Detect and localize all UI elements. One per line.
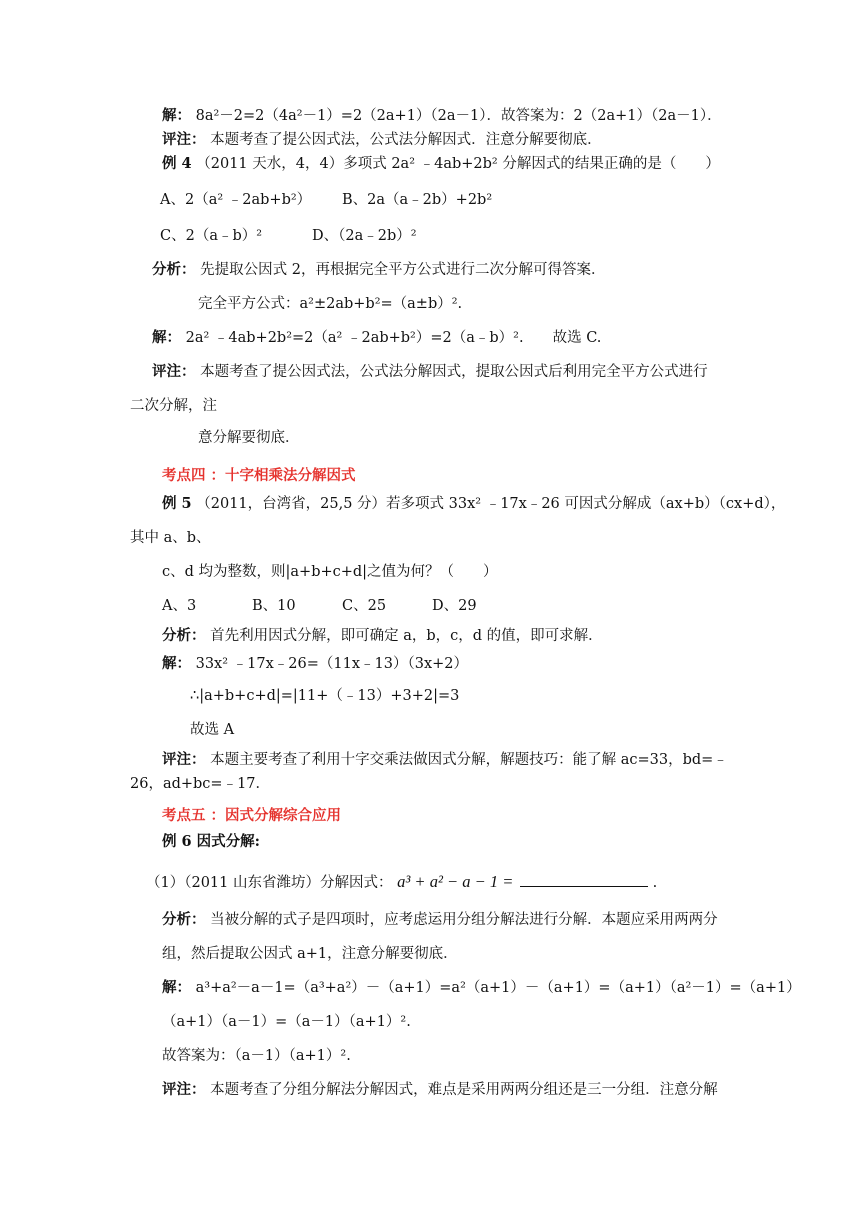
example-5-solution-line1	[162, 654, 468, 674]
text-solution: 33x² ﹣17x﹣26=（11x﹣13）（3x+2）	[195, 656, 468, 672]
example-6-question-1	[146, 872, 657, 893]
text-solution: 8a²－2=2（4a²－1）=2（2a+1）（2a－1）．故答案为：2（2a+1）（2a－1）．	[195, 108, 722, 124]
example-6-analysis-line2: 组，然后提取公因式 a+1，注意分解要彻底．	[162, 946, 458, 962]
example-5-question-line1	[162, 494, 785, 514]
example-6-title: 例 6 因式分解:	[162, 833, 261, 850]
example-6-solution-line1	[162, 978, 801, 998]
question-prefix: （1）（2011 山东省潍坊）分解因式：	[146, 875, 393, 891]
example-6-solution-line2: （a+1）（a－1）=（a－1）（a+1）².	[162, 1014, 411, 1030]
answer-blank	[520, 872, 648, 887]
text-comment: 本题考查了分组分解法分解因式，难点是采用两两分组还是三一分组．注意分解	[210, 1082, 718, 1098]
example-5-option-d: D、29	[432, 598, 477, 614]
example-4-option-b: B、2a（a﹣2b）+2b²	[342, 192, 493, 208]
question-suffix: .	[652, 875, 658, 891]
label-comment: 评注：	[162, 1081, 206, 1098]
example-5-comment-line2: 26，ad+bc=﹣17．	[130, 776, 271, 792]
label-analysis: 分析：	[162, 911, 206, 928]
text-comment: 本题主要考查了利用十字交乘法做因式分解，解题技巧：能了解 ac=33，bd=﹣	[210, 752, 728, 768]
label-comment: 评注：	[152, 363, 196, 380]
example-4-comment-line2: 二次分解，注	[130, 398, 217, 414]
example-5-question-line2: 其中 a、b、	[130, 530, 211, 546]
example-6-analysis-line1	[162, 910, 718, 930]
label-solution: 解：	[162, 979, 191, 996]
example-4-option-c: C、2（a﹣b）²	[160, 228, 263, 244]
example-5-question-line3: c、d 均为整数，则|a+b+c+d|之值为何？（ ）	[162, 564, 498, 580]
example-5-text: （2011，台湾省，25,5 分）若多项式 33x² ﹣17x﹣26 可因式分解成（ax+b）（cx+d），	[196, 496, 786, 512]
example-4-formula: 完全平方公式：a²±2ab+b²=（a±b）².	[198, 296, 463, 312]
example-4-question	[162, 154, 720, 174]
label-solution: 解：	[162, 655, 191, 672]
text-solution: a³+a²－a－1=（a³+a²）－（a+1）=a²（a+1）－（a+1）=（a+1）（a²－1）=（a+1）	[195, 980, 801, 996]
text-solution: 2a² ﹣4ab+2b²=2（a² ﹣2ab+b²）=2（a﹣b）². 故选 C.	[185, 330, 602, 346]
example-4-option-a: A、2（a² ﹣2ab+b²）	[160, 192, 312, 208]
line-comment-1	[162, 130, 602, 150]
question-formula: a³ + a² − a − 1 =	[397, 872, 514, 891]
label-analysis: 分析：	[162, 627, 206, 644]
example-5-solution-line2: ∴|a+b+c+d|=|11+（﹣13）+3+2|=3	[190, 688, 460, 704]
example-6-answer: 故答案为：（a－1）（a+1）².	[162, 1048, 351, 1064]
line-solution-1	[162, 106, 722, 126]
example-5-label: 例 5	[162, 495, 192, 512]
example-4-solution	[152, 328, 601, 348]
label-solution: 解：	[152, 329, 181, 346]
example-4-label: 例 4	[162, 155, 192, 172]
label-comment: 评注：	[162, 131, 206, 148]
example-5-comment-line1	[162, 750, 728, 770]
label-analysis: 分析：	[152, 261, 196, 278]
example-5-option-c: C、25	[342, 598, 387, 614]
example-4-option-d: D、（2a﹣2b）²	[312, 228, 417, 244]
label-solution: 解：	[162, 107, 191, 124]
text-analysis: 首先利用因式分解，即可确定 a，b，c，d 的值，即可求解．	[210, 628, 603, 644]
text-comment: 本题考查了提公因式法，公式法分解因式．注意分解要彻底．	[210, 132, 602, 148]
label-comment: 评注：	[162, 751, 206, 768]
example-5-option-b: B、10	[252, 598, 296, 614]
example-5-analysis	[162, 626, 603, 646]
text-analysis: 先提取公因式 2，再根据完全平方公式进行二次分解可得答案．	[200, 262, 606, 278]
example-4-analysis	[152, 260, 605, 280]
example-4-text: （2011 天水，4，4）多项式 2a² ﹣4ab+2b² 分解因式的结果正确的是（ ）	[196, 156, 720, 172]
example-4-comment-line1	[152, 362, 708, 382]
text-analysis: 当被分解的式子是四项时，应考虑运用分组分解法进行分解．本题应采用两两分	[210, 912, 718, 928]
section-5-title: 考点五 ：因式分解综合应用	[162, 807, 342, 824]
example-5-option-a: A、3	[162, 598, 197, 614]
text-comment: 本题考查了提公因式法，公式法分解因式，提取公因式后利用完全平方公式进行	[200, 364, 708, 380]
example-4-comment-line3: 意分解要彻底．	[198, 430, 300, 446]
example-5-solution-line3: 故选 A	[190, 722, 235, 738]
example-6-comment-line1	[162, 1080, 718, 1100]
section-4-title: 考点四 ：十字相乘法分解因式	[162, 467, 356, 484]
